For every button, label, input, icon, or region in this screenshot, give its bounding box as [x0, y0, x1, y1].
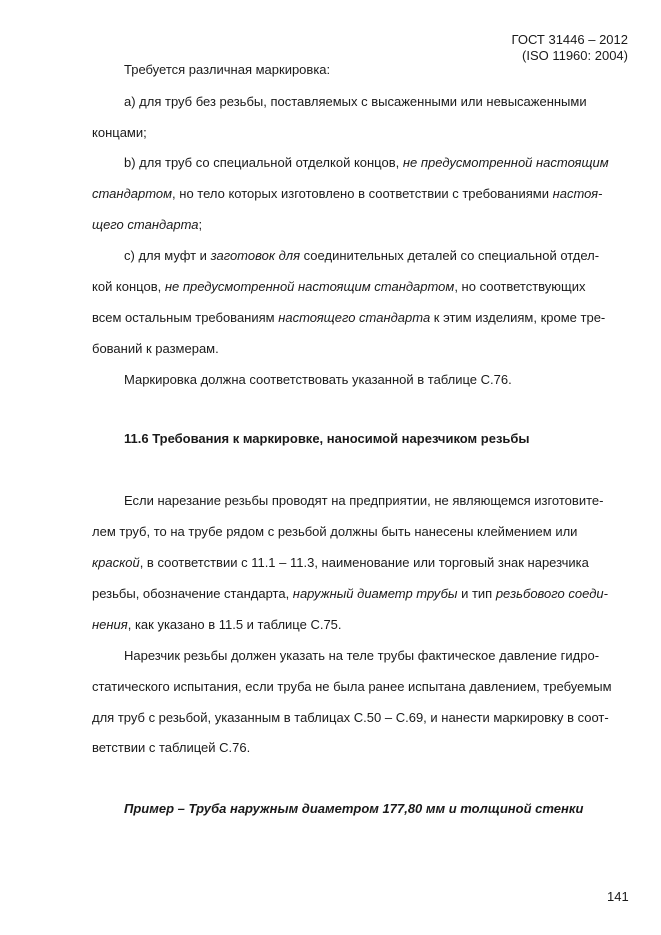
list-item-a-line-2 [92, 125, 147, 141]
list-item-b-line-1 [124, 155, 609, 171]
text-segment: не предусмотренной настоящим стандартом [164, 279, 455, 294]
paragraph-2-line-2 [92, 679, 612, 695]
paragraph-1-line-1 [124, 493, 603, 509]
paragraph-1-line-2 [92, 524, 577, 540]
text-segment: Пример – Труба наружным диаметром 177,80 мм и толщиной стенки [124, 801, 584, 816]
paragraph-2-line-4 [92, 740, 250, 756]
standard-number: ГОСТ 31446 – 2012 [511, 32, 628, 47]
text-segment: а) для труб без резьбы, поставляемых с высаженными или невысаженными [124, 94, 587, 109]
text-segment: соединительных деталей со специальной отдел- [300, 248, 600, 263]
text-segment: b) для труб со специальной отделкой концов, [124, 155, 403, 170]
paragraph-1-line-4 [92, 586, 608, 602]
text-segment: стандартом [92, 186, 173, 201]
text-segment: для труб с резьбой, указанным в таблицах С.50 – С.69, и нанести маркировку в соот- [92, 710, 609, 725]
text-segment: краской [92, 555, 140, 570]
paragraph-1-line-3 [92, 555, 589, 571]
paragraph-1-line-5 [92, 617, 342, 633]
list-item-c-line-3 [92, 310, 605, 326]
section-heading-11-6 [124, 431, 530, 447]
text-segment: настоя- [552, 186, 603, 201]
text-segment: Маркировка должна соответствовать указанной в таблице С.76. [124, 372, 512, 387]
text-segment: настоящего стандарта [278, 310, 431, 325]
text-segment: резьбового соеди- [495, 586, 608, 601]
text-segment: Если нарезание резьбы проводят на предприятии, не являющемся изготовите- [124, 493, 604, 508]
text-segment: 11.6 Требования к маркировке, наносимой нарезчиком резьбы [124, 431, 530, 446]
text-segment: Нарезчик резьбы должен указать на теле трубы фактическое давление гидро- [124, 648, 600, 663]
list-item-a-line-1 [124, 94, 587, 110]
text-segment: резьбы, обозначение стандарта, [92, 586, 293, 601]
text-segment: не предусмотренной настоящим [402, 155, 609, 170]
list-item-b-line-3 [92, 217, 202, 233]
text-segment: ; [198, 217, 203, 232]
text-segment: , в соответствии с 11.1 – 11.3, наименование или торговый знак нарезчика [139, 555, 589, 570]
text-segment: всем остальным требованиям [92, 310, 279, 325]
text-segment: , как указано в 11.5 и таблице С.75. [127, 617, 342, 632]
text-segment: бований к размерам. [92, 341, 219, 356]
text-segment: щего стандарта [92, 217, 199, 232]
text-segment: к этим изделиям, кроме тре- [430, 310, 606, 325]
list-item-c-line-2 [92, 279, 586, 295]
text-segment: наружный диаметр трубы [292, 586, 458, 601]
text-line-marking-intro [124, 62, 330, 78]
text-segment: лем труб, то на трубе рядом с резьбой должны быть нанесены клеймением или [92, 524, 578, 539]
text-segment: заготовок для [210, 248, 301, 263]
list-item-b-line-2 [92, 186, 602, 202]
text-segment: Требуется различная маркировка: [124, 62, 331, 77]
text-segment: статического испытания, если труба не была ранее испытана давлением, требуемым [92, 679, 612, 694]
text-segment: нения [92, 617, 128, 632]
text-segment: , но соответствующих [454, 279, 586, 294]
text-line-marking-table [124, 372, 512, 388]
list-item-c-line-4 [92, 341, 219, 357]
text-segment: , но тело которых изготовлено в соответствии с требованиями [172, 186, 553, 201]
text-segment: ветствии с таблицей С.76. [92, 740, 251, 755]
text-segment: и тип [457, 586, 496, 601]
text-segment: кой концов, [92, 279, 165, 294]
document-header [512, 32, 628, 64]
paragraph-2-line-1 [124, 648, 599, 664]
page-number: 141 [607, 889, 629, 904]
text-segment: концами; [92, 125, 147, 140]
list-item-c-line-1 [124, 248, 599, 264]
text-segment: с) для муфт и [124, 248, 211, 263]
example-line [124, 801, 583, 817]
paragraph-2-line-3 [92, 710, 609, 726]
iso-reference: (ISO 11960: 2004) [522, 48, 628, 63]
